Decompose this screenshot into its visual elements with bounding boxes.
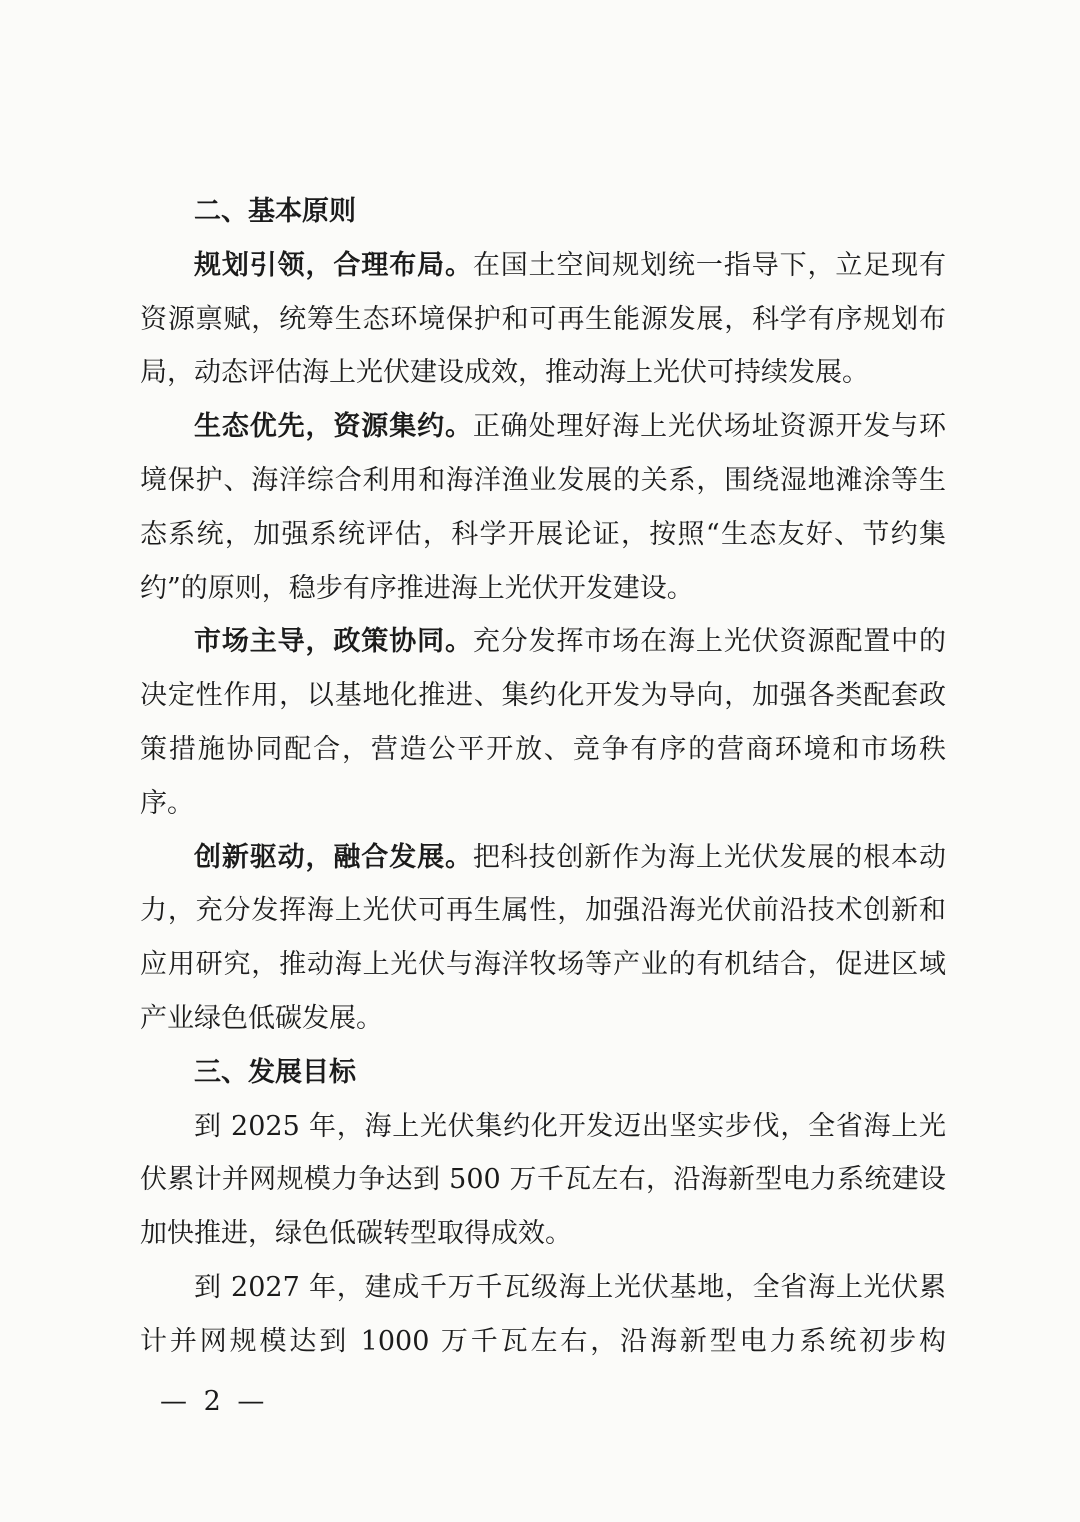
paragraph-ecology bbox=[140, 400, 946, 615]
paragraph-text: 充分发挥市场在海上光伏资源配置中的决定性作用，以基地化推进、集约化开发为导向，加强各类配套政策措施协同配合，营造公平开放、竞争有序的营商环境和市场秩序。 bbox=[140, 626, 947, 819]
paragraph-text: 到 2027 年，建成千万千瓦级海上光伏基地，全省海上光伏累计并网规模达到 1000 万千瓦左右，沿海新型电力系统初步构 bbox=[140, 1271, 946, 1357]
document-body bbox=[140, 185, 946, 1369]
paragraph-lead: 市场主导，政策协同。 bbox=[194, 626, 473, 658]
paragraph-planning bbox=[140, 239, 946, 400]
paragraph-goal-2027 bbox=[140, 1261, 946, 1369]
paragraph-text: 在国土空间规划统一指导下，立足现有资源禀赋，统筹生态环境保护和可再生能源发展，科学有序规划布局，动态评估海上光伏建设成效，推动海上光伏可持续发展。 bbox=[140, 249, 947, 389]
paragraph-text: 把科技创新作为海上光伏发展的根本动力，充分发挥海上光伏可再生属性，加强沿海光伏前沿技术创新和应用研究，推动海上光伏与海洋牧场等产业的有机结合，促进区域产业绿色低碳发展。 bbox=[140, 841, 947, 1034]
section-heading-goals: 三、发展目标 bbox=[194, 1056, 356, 1088]
paragraph-market bbox=[140, 615, 946, 830]
paragraph-lead: 规划引领，合理布局。 bbox=[194, 249, 473, 281]
section-heading-principles: 二、基本原则 bbox=[194, 196, 356, 227]
paragraph-goal-2025 bbox=[140, 1100, 946, 1261]
paragraph-lead: 生态优先，资源集约。 bbox=[194, 411, 473, 443]
paragraph-innovation bbox=[140, 831, 946, 1046]
paragraph-text: 到 2025 年，海上光伏集约化开发迈出坚实步伐，全省海上光伏累计并网规模力争达到 500 万千瓦左右，沿海新型电力系统建设加快推进，绿色低碳转型取得成效。 bbox=[140, 1110, 946, 1250]
paragraph-lead: 创新驱动，融合发展。 bbox=[194, 841, 473, 873]
page-number: — 2 — bbox=[160, 1386, 269, 1417]
paragraph-text: 正确处理好海上光伏场址资源开发与环境保护、海洋综合利用和海洋渔业发展的关系，围绕湿地滩涂等生态系统，加强系统评估，科学开展论证，按照“生态友好、节约集约”的原则，稳步有序推进海上光伏开发建设。 bbox=[140, 411, 947, 604]
